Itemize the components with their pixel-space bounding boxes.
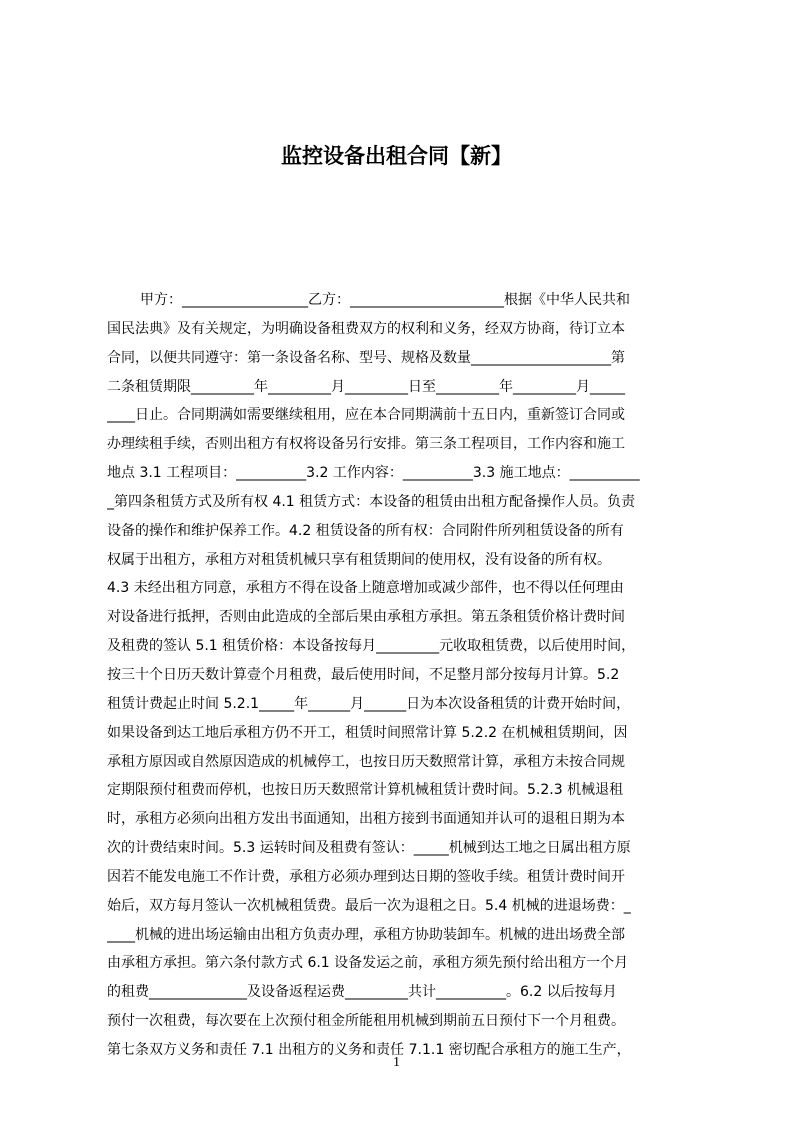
text-line: 合同，以便共同遵守：第一条设备名称、型号、规格及数量____________________第 — [107, 349, 625, 366]
text-line: 始后，双方每月签认一次机械租赁费。最后一次为退租之日。5.4 机械的进退场费：_ — [107, 897, 631, 914]
text-line: 甲方：__________________乙方：______________________根据《中华人民共和 — [140, 292, 630, 308]
text-line: 地点 3.1 工程项目：__________3.2 工作内容：__________3.3 施工地点：__________ — [107, 465, 640, 482]
text-line: 如果设备到达工地后承租方仍不开工，租赁时间照常计算 5.2.2 在机械租赁期间，因 — [107, 724, 628, 741]
text-line: 次的计费结束时间。5.3 运转时间及租费有签认：_____机械到达工地之日属出租方原 — [107, 840, 631, 857]
text-line: 国民法典》及有关规定，为明确设备租费双方的权利和义务，经双方协商，待订立本 — [107, 320, 625, 337]
text-line: 时，承租方必须向出租方发出书面通知，出租方接到书面通知并认可的退租日期为本 — [107, 811, 625, 828]
text-line: 按三十个日历天数计算壹个月租费，最后使用时间，不足整月部分按每月计算。5.2 — [107, 666, 620, 683]
text-line: 对设备进行抵押，否则由此造成的全部后果由承租方承担。第五条租赁价格计费时间 — [107, 609, 625, 626]
text-line: 办理续租手续，否则出租方有权将设备另行安排。第三条工程项目，工作内容和施工 — [107, 436, 625, 453]
text-line: 第七条双方义务和责任 7.1 出租方的义务和责任 7.1.1 密切配合承租方的施工生产， — [107, 1041, 631, 1058]
text-line: 设备的操作和维护保养工作。4.2 租赁设备的所有权：合同附件所列租赁设备的所有 — [107, 522, 624, 539]
text-line: 由承租方承担。第六条付款方式 6.1 设备发运之前，承租方须先预付给出租方一个月 — [107, 955, 629, 972]
text-line: 承租方原因或自然原因造成的机械停工，也按日历天数照常计算，承租方未按合同规 — [107, 753, 625, 770]
text-line: _第四条租赁方式及所有权 4.1 租赁方式：本设备的租赁由出租方配备操作人员。负责 — [107, 493, 636, 510]
text-line: 二条租赁期限_________年_________月_________日至_________年_________月_____ — [107, 378, 625, 395]
contract-body — [107, 286, 697, 1065]
text-line: 定期限预付租费而停机，也按日历天数照常计算机械租赁计费时间。5.2.3 机械退租 — [107, 782, 624, 799]
text-line: 租赁计费起止时间 5.2.1_____年______月______日为本次设备租赁的计费开始时间， — [107, 695, 631, 712]
text-line: ____机械的进出场运输由出租方负责办理，承租方协助装卸车。机械的进出场费全部 — [107, 926, 625, 943]
text-line: ____日止。合同期满如需要继续租用，应在本合同期满前十五日内，重新签订合同或 — [107, 407, 625, 424]
text-line: 预付一次租费，每次要在上次预付租金所能租用机械到期前五日预付下一个月租费。 — [107, 1013, 625, 1030]
page-number: 1 — [393, 1055, 400, 1070]
text-line: 的租费______________及设备返程运费_________共计__________。6.2 以后按每月 — [107, 984, 617, 1001]
document-title: 监控设备出租合同【新】 — [281, 144, 512, 168]
text-line: 权属于出租方，承租方对租赁机械只享有租赁期间的使用权，没有设备的所有权。 — [107, 551, 611, 568]
text-line: 4.3 未经出租方同意，承租方不得在设备上随意增加或减少部件，也不得以任何理由 — [107, 580, 624, 597]
text-line: 因若不能发电施工不作计费，承租方必须办理到达日期的签收手续。租赁计费时间开 — [107, 868, 625, 885]
text-line: 及租费的签认 5.1 租赁价格：本设备按每月_________元收取租赁费，以后使用时间， — [107, 638, 636, 655]
